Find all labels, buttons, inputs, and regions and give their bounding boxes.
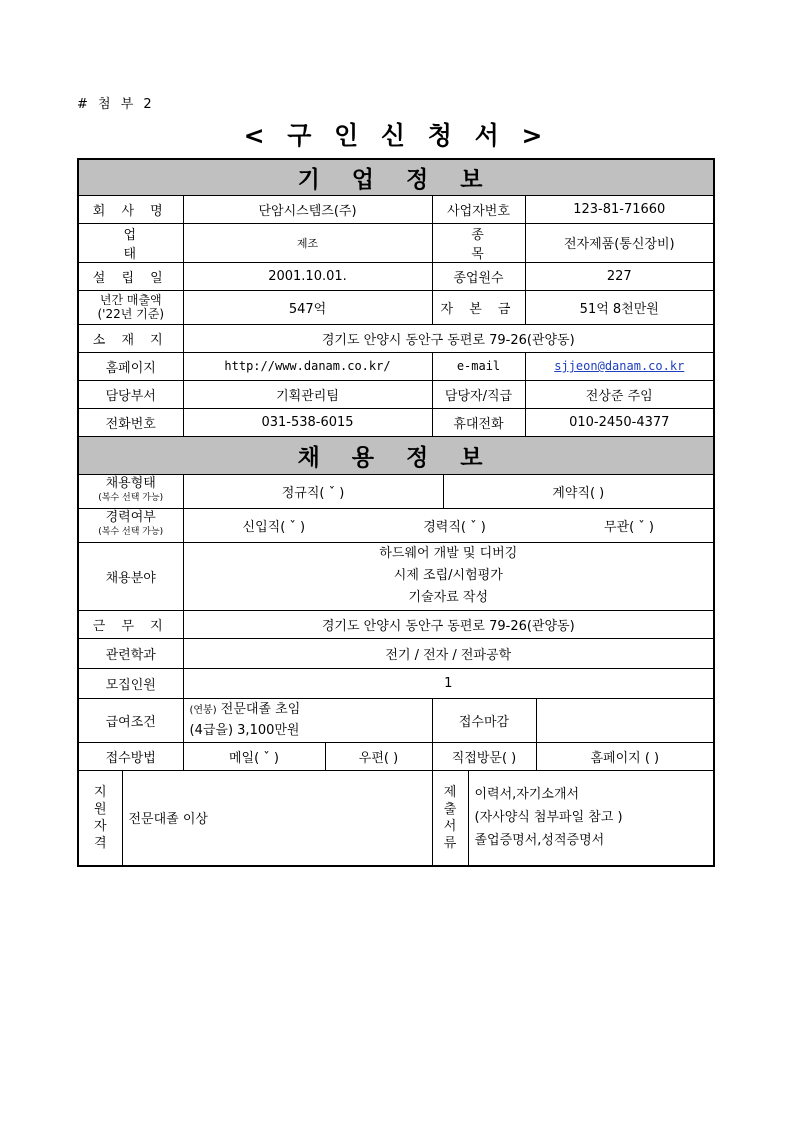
salary-line1: 전문대졸 초임 bbox=[220, 701, 301, 717]
company-name-label: 회 사 명 bbox=[78, 195, 183, 223]
documents-label-char: 출 bbox=[443, 801, 457, 817]
documents-label bbox=[432, 770, 468, 866]
email-cell bbox=[525, 352, 714, 380]
founded-value: 2001.10.01. bbox=[183, 262, 432, 290]
employees-value: 227 bbox=[525, 262, 714, 290]
company-name-value: 단암시스템즈(주) bbox=[183, 195, 432, 223]
phone-value: 031-538-6015 bbox=[183, 408, 432, 436]
method-post: 우편( ) bbox=[325, 742, 432, 770]
salary-label: 급여조건 bbox=[78, 698, 183, 742]
major-value: 전기 / 전자 / 전파공학 bbox=[183, 638, 714, 668]
employees-label: 종업원수 bbox=[432, 262, 525, 290]
industry-label: 업 태 bbox=[78, 223, 183, 262]
biz-no-value: 123-81-71660 bbox=[525, 195, 714, 223]
type-label-cell bbox=[78, 474, 183, 508]
career-note: (복수 선택 가능) bbox=[98, 527, 164, 537]
salary-value bbox=[183, 698, 432, 742]
method-visit: 직접방문( ) bbox=[432, 742, 536, 770]
document-item: 졸업증명서,성적증명서 bbox=[474, 833, 605, 849]
deadline-value bbox=[536, 698, 714, 742]
attachment-label: # 첨 부 2 bbox=[77, 97, 155, 112]
qualification-value: 전문대졸 이상 bbox=[122, 770, 432, 866]
qualification-label-char: 자 bbox=[93, 818, 107, 834]
career-new: 신입직( ˇ ) bbox=[242, 519, 306, 535]
type-note: (복수 선택 가능) bbox=[98, 493, 164, 503]
company-section-title: 기 업 정 보 bbox=[78, 159, 714, 195]
dept-value: 기획관리팀 bbox=[183, 380, 432, 408]
career-any: 무관( ˇ ) bbox=[603, 519, 654, 535]
location-value: 경기도 안양시 동안구 동편로 79-26(관양동) bbox=[183, 610, 714, 638]
career-label-cell bbox=[78, 508, 183, 542]
address-label: 소 재 지 bbox=[78, 324, 183, 352]
document-item: 이력서,자기소개서 bbox=[474, 787, 580, 803]
career-options bbox=[183, 508, 714, 542]
item-label: 종 목 bbox=[432, 223, 525, 262]
career-exp: 경력직( ˇ ) bbox=[423, 519, 486, 535]
revenue-value: 547억 bbox=[183, 290, 432, 324]
qualification-label-char: 지 bbox=[93, 784, 107, 800]
item-value: 전자제품(통신장비) bbox=[525, 223, 714, 262]
major-label: 관련학과 bbox=[78, 638, 183, 668]
address-value: 경기도 안양시 동안구 동편로 79-26(관양동) bbox=[183, 324, 714, 352]
type-contract: 계약직( ) bbox=[443, 474, 714, 508]
dept-label: 담당부서 bbox=[78, 380, 183, 408]
document-item: (자사양식 첨부파일 참고 ) bbox=[474, 810, 623, 826]
career-label: 경력여부 bbox=[105, 510, 156, 525]
headcount-value: 1 bbox=[183, 668, 714, 698]
industry-value: 제조 bbox=[183, 223, 432, 262]
method-mail: 메일( ˇ ) bbox=[183, 742, 325, 770]
contact-label: 담당자/직급 bbox=[432, 380, 525, 408]
mobile-label: 휴대전화 bbox=[432, 408, 525, 436]
documents-value bbox=[468, 770, 714, 866]
qualification-label-char: 원 bbox=[93, 801, 107, 817]
qualification-label-char: 격 bbox=[93, 835, 107, 851]
method-homepage: 홈페이지 ( ) bbox=[536, 742, 714, 770]
recruit-section-title: 채 용 정 보 bbox=[78, 436, 714, 474]
salary-tag: (연봉) bbox=[189, 704, 217, 716]
documents-label-char: 제 bbox=[443, 784, 457, 800]
field-values bbox=[183, 542, 714, 610]
field-label: 채용분야 bbox=[78, 542, 183, 610]
revenue-label-line1: 년간 매출액 bbox=[99, 293, 162, 307]
capital-value: 51억 8천만원 bbox=[525, 290, 714, 324]
contact-value: 전상준 주임 bbox=[525, 380, 714, 408]
email-label: e-mail bbox=[432, 352, 525, 380]
field-item: 시제 조립/시험평가 bbox=[393, 568, 503, 583]
phone-label: 전화번호 bbox=[78, 408, 183, 436]
type-regular: 정규직( ˇ ) bbox=[183, 474, 443, 508]
headcount-label: 모집인원 bbox=[78, 668, 183, 698]
application-form bbox=[77, 158, 715, 867]
qualification-label bbox=[78, 770, 122, 866]
documents-label-char: 서 bbox=[443, 818, 457, 834]
founded-label: 설 립 일 bbox=[78, 262, 183, 290]
documents-label-char: 류 bbox=[443, 835, 457, 851]
homepage-label: 홈페이지 bbox=[78, 352, 183, 380]
field-item: 기술자료 작성 bbox=[408, 590, 489, 605]
biz-no-label: 사업자번호 bbox=[432, 195, 525, 223]
homepage-value[interactable]: http://www.danam.co.kr/ bbox=[183, 352, 432, 380]
method-label: 접수방법 bbox=[78, 742, 183, 770]
revenue-label bbox=[78, 290, 183, 324]
field-item: 하드웨어 개발 및 디버깅 bbox=[379, 546, 518, 561]
deadline-label: 접수마감 bbox=[432, 698, 536, 742]
document-title: < 구 인 신 청 서 > bbox=[243, 121, 550, 150]
type-label: 채용형태 bbox=[105, 476, 156, 491]
salary-line2: (4급을) 3,100만원 bbox=[189, 722, 300, 738]
capital-label: 자 본 금 bbox=[432, 290, 525, 324]
location-label: 근 무 지 bbox=[78, 610, 183, 638]
email-link[interactable]: sjjeon@danam.co.kr bbox=[554, 359, 685, 373]
revenue-label-line2: ('22년 기준) bbox=[97, 307, 165, 321]
mobile-value: 010-2450-4377 bbox=[525, 408, 714, 436]
